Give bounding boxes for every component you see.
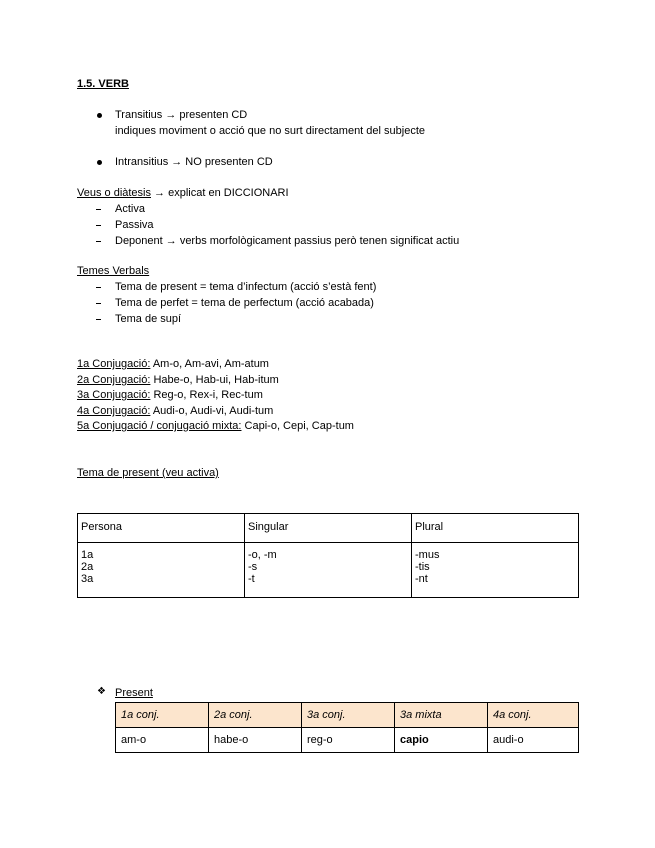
persona-2: 2a: [81, 561, 94, 573]
dash: [96, 241, 101, 242]
table-cell: [412, 543, 579, 598]
bullet-transitius: Transitius → presenten CD: [115, 109, 248, 121]
conjugacio-label: 5a Conjugació / conjugació mixta:: [77, 420, 242, 432]
conjugacio-line: [77, 404, 273, 418]
conjugacio-line: [77, 373, 279, 387]
persona-1: 1a: [81, 549, 94, 561]
table-header-cell: 3a conj.: [302, 703, 395, 728]
temes-item: Tema de supí: [115, 313, 182, 325]
table-cell: capio: [395, 728, 488, 753]
conjugacio-line: [77, 357, 269, 371]
plural-2: -tis: [415, 561, 430, 573]
conjugacio-label: 2a Conjugació:: [77, 374, 151, 386]
bullet-transitius-sub: indiques moviment o acció que no surt directament del subjecte: [115, 125, 426, 137]
table-header-cell: 4a conj.: [488, 703, 579, 728]
table-header-cell: Plural: [412, 514, 579, 543]
conjugacio-value: Am-o, Am-avi, Am-atum: [150, 358, 269, 370]
veus-item: Activa: [115, 203, 145, 215]
present-label: Present: [115, 687, 153, 699]
section-heading: 1.5. VERB: [77, 78, 129, 90]
temes-label: Temes Verbals: [77, 265, 150, 277]
veus-rest: → explicat en DICCIONARI: [151, 187, 289, 199]
table-header-row: [78, 514, 579, 543]
plural-3: -nt: [415, 573, 428, 585]
table-cell: habe-o: [209, 728, 302, 753]
endings-table: [77, 513, 579, 598]
table-row: [116, 728, 579, 753]
table-header-row: [116, 703, 579, 728]
bullet-dot: [97, 113, 102, 118]
table-header-cell: 2a conj.: [209, 703, 302, 728]
table-header-cell: 1a conj.: [116, 703, 209, 728]
table-header-cell: 3a mixta: [395, 703, 488, 728]
table-cell: [245, 543, 412, 598]
table-header-cell: Singular: [245, 514, 412, 543]
plural-1: -mus: [415, 549, 440, 561]
conjugacio-value: Habe-o, Hab-ui, Hab-itum: [150, 374, 279, 386]
conjugacio-label: 1a Conjugació:: [77, 358, 151, 370]
table-header-cell: Persona: [78, 514, 245, 543]
dash: [96, 319, 101, 320]
temes-item: Tema de present = tema d’infectum (acció s’està fent): [115, 281, 377, 293]
dash: [96, 287, 101, 288]
temes-item: Tema de perfet = tema de perfectum (acció acabada): [115, 297, 374, 309]
diamond-bullet-icon: ❖: [97, 686, 106, 697]
conjugacio-line: [77, 388, 263, 402]
singular-3: -t: [248, 573, 255, 585]
table-cell: reg-o: [302, 728, 395, 753]
dash: [96, 225, 101, 226]
conjugacio-value: Reg-o, Rex-i, Rec-tum: [150, 389, 263, 401]
table-row: [78, 543, 579, 598]
conjugacio-label: 3a Conjugació:: [77, 389, 151, 401]
tema-present-title: Tema de present (veu activa): [77, 467, 219, 479]
table-cell: am-o: [116, 728, 209, 753]
bullet-intransitius: Intransitius → NO presenten CD: [115, 156, 273, 168]
singular-1: -o, -m: [248, 549, 277, 561]
present-table: [115, 702, 579, 753]
veus-item: Deponent → verbs morfològicament passius però tenen significat actiu: [115, 235, 460, 247]
veus-label: Veus o diàtesis: [77, 187, 151, 199]
conjugacio-value: Capi-o, Cepi, Cap-tum: [241, 420, 354, 432]
conjugacio-value: Audi-o, Audi-vi, Audi-tum: [150, 405, 274, 417]
veus-line: [77, 186, 289, 200]
veus-item: Passiva: [115, 219, 154, 231]
dash: [96, 303, 101, 304]
conjugacio-label: 4a Conjugació:: [77, 405, 151, 417]
table-cell: [78, 543, 245, 598]
conjugacio-line: [77, 419, 354, 433]
dash: [96, 209, 101, 210]
bullet-dot: [97, 160, 102, 165]
table-cell: audi-o: [488, 728, 579, 753]
persona-3: 3a: [81, 573, 94, 585]
singular-2: -s: [248, 561, 258, 573]
